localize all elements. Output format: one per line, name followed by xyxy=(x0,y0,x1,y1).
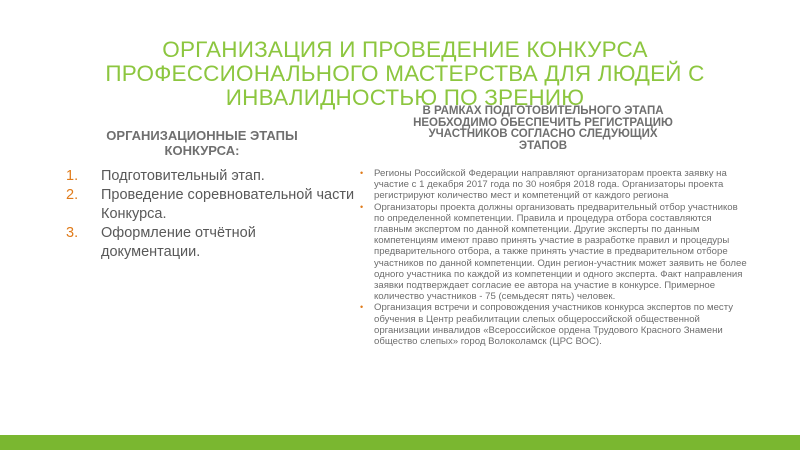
right-column-heading: В РАМКАХ ПОДГОТОВИТЕЛЬНОГО ЭТАПА НЕОБХОДИМО ОБЕСПЕЧИТЬ РЕГИСТРАЦИЮ УЧАСТНИКОВ СОГЛАСНО СЛЕДУЮЩИХ ЭТАПОВ xyxy=(413,105,673,152)
slide-title: ОРГАНИЗАЦИЯ И ПРОВЕДЕНИЕ КОНКУРСА ПРОФЕССИОНАЛЬНОГО МАСТЕРСТВА ДЛЯ ЛЮДЕЙ С ИНВАЛИДНОСТЬЮ ПО ЗРЕНИЮ xyxy=(105,37,705,110)
bullet-icon: • xyxy=(360,168,364,178)
list-item-number: 3. xyxy=(66,225,79,241)
footer-accent-bar xyxy=(0,435,800,450)
list-item-number: 1. xyxy=(66,168,79,184)
list-item-text: Организаторы проекта должны организовать предварительный отбор участников по определенной компетенции. Правила и процедура отбора составляются главным экспертом по данной компетенции. Другие эксперты по данным компетенциям имеют право принять участие в разработке правил и процедуры предварительного отбора, а также принять участие в предварительном отборе участников по данной компетенции. Один регион-участник может заявить не более одного участника по каждой из компетенции и одного эксперта. Факт направления заявки подтверждает согласие ее автора на участие в конкурсе. Примерное количество участников - 75 (семьдесят пять) человек. xyxy=(374,201,747,303)
list-item xyxy=(66,224,356,262)
list-item xyxy=(66,186,356,224)
left-column-heading: ОРГАНИЗАЦИОННЫЕ ЭТАПЫ КОНКУРСА: xyxy=(106,128,298,158)
list-item xyxy=(66,167,356,186)
registration-steps-list xyxy=(360,168,750,347)
list-item-text: Оформление отчётной документации. xyxy=(101,225,256,260)
list-item-text: Регионы Российской Федерации направляют организаторам проекта заявку на участие с 1 декабря 2017 года по 30 ноября 2018 года. Организаторы проекта регистрируют количество мест и компетенций от каждого региона xyxy=(374,168,727,202)
list-item-text: Подготовительный этап. xyxy=(101,168,265,184)
list-item xyxy=(360,202,750,303)
list-item-text: Организация встречи и сопровождения участников конкурса экспертов по месту обучения в Центр реабилитации слепых общероссийской общественной организации инвалидов «Всероссийское ордена Трудового Красного Знамени общество слепых» город Волоколамск (ЦРС ВОС). xyxy=(374,302,734,348)
list-item xyxy=(360,168,750,202)
list-item-number: 2. xyxy=(66,187,79,203)
stages-list xyxy=(66,167,356,262)
bullet-icon: • xyxy=(360,302,364,313)
list-item-text: Проведение соревновательной части Конкурса. xyxy=(101,187,355,222)
list-item xyxy=(360,302,750,347)
bullet-icon: • xyxy=(360,201,364,212)
